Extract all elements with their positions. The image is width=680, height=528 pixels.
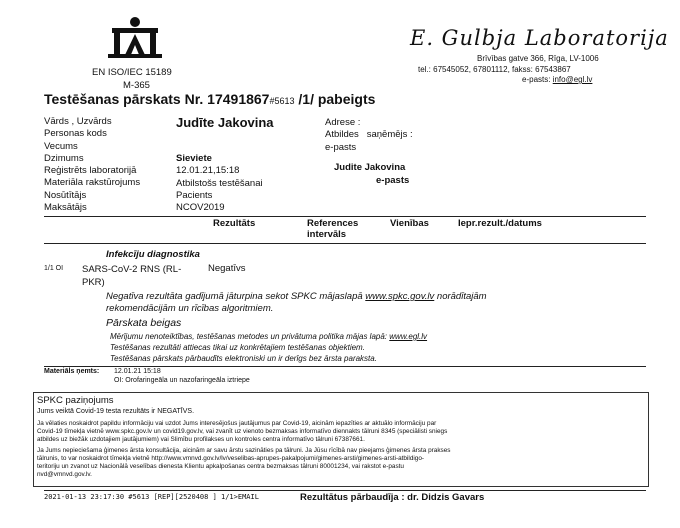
label-recipient: saņēmējs :: [366, 129, 413, 141]
lab-email-link[interactable]: info@egl.lv: [552, 75, 593, 84]
lab-phones: tel.: 67545052, 67801112, fakss: 67543867: [418, 65, 571, 74]
lab-email-row: [522, 75, 592, 84]
col-vienibas: Vienības: [390, 218, 429, 229]
patient-sender: Pacients: [176, 189, 213, 201]
recipient-labels: [325, 117, 413, 154]
iso-standard: EN ISO/IEC 15189: [92, 67, 172, 78]
label-material: Materiāla rakstūrojums: [44, 177, 141, 189]
patient-registered: 12.01.21,15:18: [176, 165, 240, 177]
recipient-name: Judite Jakovina: [334, 162, 406, 173]
report-title: [44, 91, 375, 107]
label-registered: Reģistrēts laboratorijā: [44, 165, 137, 177]
patient-labels: [44, 116, 140, 214]
row-number: 1/1 OI: [44, 265, 64, 272]
test-result: Negatīvs: [208, 263, 246, 274]
report-number: 17491867: [207, 91, 270, 107]
spkc-paragraph-doctor: Ja Jums nepieciešama ģimenes ārsta konsultācija, aicinām ar savu ārstu sazināties pa tālruni. Ja Jūsu rīcībā nav pieejams ģimenes ārsta prakses tālrunis, to var noskaidrot tīmekļa vietnē http://www.vmnvd.gov.lv/lv/veselibas-aprupes-pakalpojumi/gimenes-arsti/gimenes-arsti-atbildigo- teritoriju un zvanot uz Nacionālā veselības dienesta Klientu apkalpošanas centra bezmaksas tālruni 80001234, vai rakstot e-pastu nvd@vmnvd.gov.lv.: [37, 447, 451, 478]
footer-meta: 2021-01-13 23:17:30 #5613 [REP][2520408 ] 1/1>EMAIL: [44, 493, 259, 501]
spkc-result-line: Jums veiktā Covid-19 testa rezultāts ir NEGATĪVS.: [37, 408, 195, 415]
lab-address: Brīvības gatve 366, Rīga, LV-1006: [477, 54, 599, 63]
recipient-epasts: e-pasts: [376, 175, 410, 186]
label-payer: Maksātājs: [44, 202, 87, 214]
materials-label: Materiāls ņemts:: [44, 368, 100, 375]
col-rezultats: Rezultāts: [213, 218, 256, 229]
label-epasts: e-pasts: [325, 141, 357, 153]
materials-line: [44, 366, 646, 367]
report-subnumber: #5613: [269, 96, 295, 106]
spkc-title: SPKC paziņojums: [37, 395, 114, 406]
patient-name: Judīte Jakovina: [176, 115, 274, 130]
col-iepr: Iepr.rezult./datums: [458, 218, 542, 229]
email-label: e-pasts:: [522, 75, 551, 84]
table-header-bottom-line: [44, 243, 646, 244]
label-address: Adrese :: [325, 117, 361, 128]
label-atbildes: Atbildes: [325, 129, 359, 141]
report-status: /1/ pabeigts: [298, 91, 376, 107]
iso-code: M-365: [123, 80, 150, 91]
lab-name: E. Gulbja Laboratorija: [410, 26, 669, 50]
spkc-paragraph-info: Ja vēlaties noskaidrot papildu informāciju vai uzdot Jums interesējošus jautājumus par Covid-19, aicinām iepazīties ar aktuālo informāciju par Covid-19 tīmekļa vietnē www.spkc.gov.lv un covid19.gov.lv, vai zvanīt uz vienoto bezmaksas informatīvo diennakts tālruni 8345 (speciālisti sniegs atbildes uz biežāk uzdotajiem jautājumiem) vai Slimību profilakses un kontroles centra informatīvo tālruni 67387661.: [37, 420, 448, 443]
patient-values: [176, 153, 263, 214]
footer-line: [44, 490, 646, 491]
materials-desc: OI: Orofaringeāla un nazofaringeāla iztriepe: [114, 377, 250, 384]
materials-date: 12.01.21 15:18: [114, 368, 161, 375]
spkc-link[interactable]: www.spkc.gov.lv: [365, 291, 435, 302]
note-disclaimers: Mērījumu nenoteiktības, testēšanas metodes un privātuma politika mājas lapā: www.egl.lv Testēšanas rezultāti attiecas tikai uz konkrētajiem testēšanas objektiem. Testēšanas pārskats pārbaudīts elektroniski un ir derīgs bez ārsta paraksta.: [110, 332, 428, 363]
table-header-top-line: [44, 216, 646, 217]
label-name: Vārds , Uzvārds: [44, 116, 112, 127]
label-gender: Dzimums: [44, 152, 84, 164]
col-references: References intervāls: [307, 218, 359, 240]
egl-link[interactable]: www.egl.lv: [389, 332, 428, 341]
note-spkc: Negatīva rezultāta gadījumā jāturpina sekot SPKC mājaslapā www.spkc.gov.lv norādītajām rekomendācijām un rīcības algoritmiem.: [106, 291, 487, 314]
patient-material: Atbilstošs testēšanai: [176, 177, 263, 189]
label-age: Vecums: [44, 140, 78, 152]
patient-payer: NCOV2019: [176, 202, 225, 214]
test-name: SARS-CoV-2 RNS (RL- PKR): [82, 264, 182, 288]
report-title-prefix: Testēšanas pārskats Nr.: [44, 91, 204, 107]
report-end: Pārskata beigas: [106, 317, 182, 329]
section-title: Infekcīju diagnostika: [106, 249, 200, 260]
patient-gender: Sieviete: [176, 153, 212, 164]
label-personal-code: Personas kods: [44, 128, 107, 140]
lapak-logo: [104, 14, 166, 60]
checked-by: Rezultātus pārbaudīja : dr. Didzis Gavars: [300, 492, 485, 503]
label-sender: Nosūtītājs: [44, 189, 87, 201]
